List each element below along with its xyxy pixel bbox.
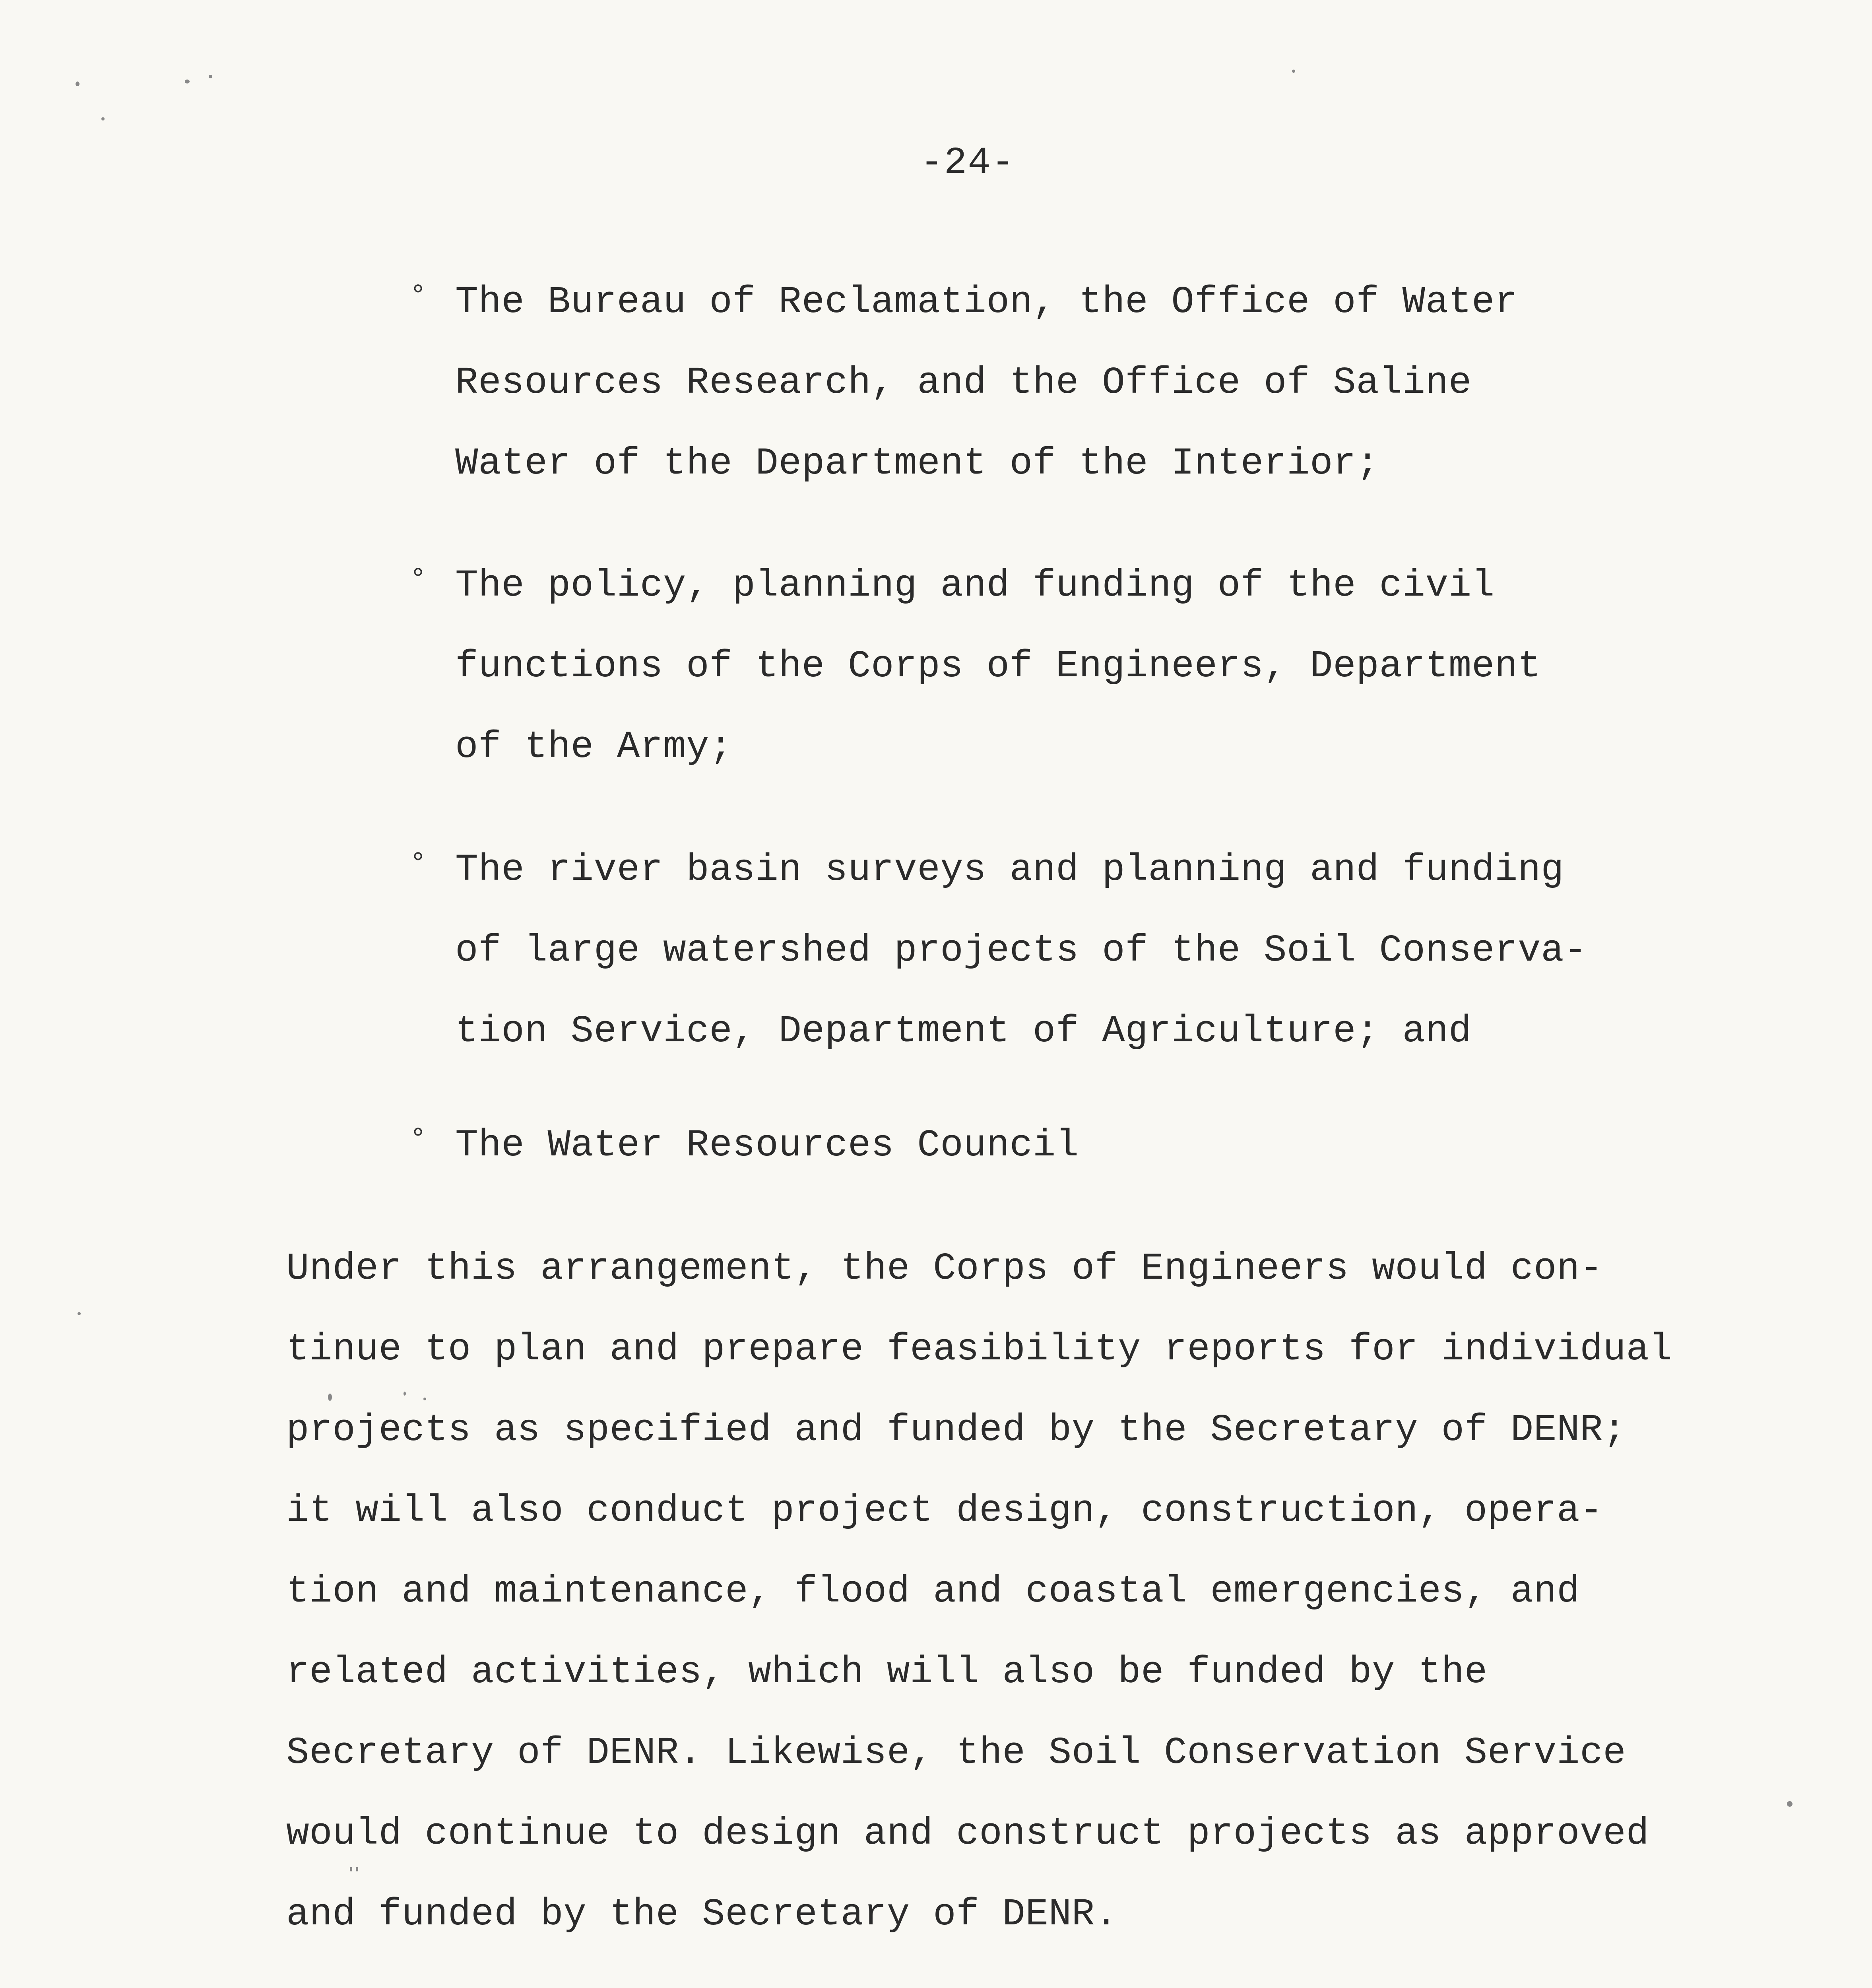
bullet-marker: °: [409, 280, 427, 313]
paragraph-1-line-5: tion and maintenance, flood and coastal emergencies, and: [286, 1570, 1580, 1613]
paragraph-1-line-6: related activities, which will also be funded by the: [286, 1650, 1488, 1694]
bullet-3-line-3: tion Service, Department of Agriculture; and: [455, 1010, 1472, 1053]
bullet-1-line-2: Resources Research, and the Office of Saline: [455, 361, 1472, 404]
scan-speck: [328, 1394, 332, 1401]
bullet-marker: °: [409, 848, 427, 880]
scan-speck: [423, 1398, 426, 1400]
bullet-1-line-1: The Bureau of Reclamation, the Office of Water: [455, 280, 1518, 324]
paragraph-1-line-1: Under this arrangement, the Corps of Engineers would con-: [286, 1247, 1603, 1290]
paragraph-1-line-2: tinue to plan and prepare feasibility reports for individual: [286, 1328, 1672, 1371]
scan-speck: [1292, 70, 1295, 73]
bullet-2-line-2: functions of the Corps of Engineers, Department: [455, 645, 1541, 688]
bullet-3-line-1: The river basin surveys and planning and funding: [455, 848, 1564, 891]
paragraph-1-line-7: Secretary of DENR. Likewise, the Soil Conservation Service: [286, 1731, 1626, 1774]
bullet-3-line-2: of large watershed projects of the Soil Conserva-: [455, 929, 1587, 972]
paragraph-1-line-4: it will also conduct project design, construction, opera-: [286, 1489, 1603, 1532]
page-number: -24-: [920, 141, 1015, 184]
paragraph-1-line-3: projects as specified and funded by the Secretary of DENR;: [286, 1408, 1626, 1452]
bullet-4-line-1: The Water Resources Council: [455, 1124, 1079, 1167]
bullet-2-line-3: of the Army;: [455, 725, 733, 769]
scan-speck: [350, 1867, 352, 1872]
paragraph-1-line-8: would continue to design and construct projects as approved: [286, 1812, 1649, 1855]
bullet-2-line-1: The policy, planning and funding of the civil: [455, 564, 1495, 607]
scan-speck: [209, 75, 212, 78]
bullet-marker: °: [409, 1123, 427, 1156]
paragraph-1-line-9: and funded by the Secretary of DENR.: [286, 1893, 1118, 1936]
scan-speck: [76, 82, 80, 86]
scan-speck: [78, 1312, 81, 1315]
bullet-marker: °: [409, 563, 427, 596]
scan-speck: [101, 117, 105, 120]
scan-speck: [185, 80, 190, 83]
scan-speck: [1787, 1801, 1792, 1807]
scan-speck: [356, 1867, 358, 1872]
bullet-1-line-3: Water of the Department of the Interior;: [455, 442, 1379, 485]
scan-speck: [403, 1392, 406, 1396]
